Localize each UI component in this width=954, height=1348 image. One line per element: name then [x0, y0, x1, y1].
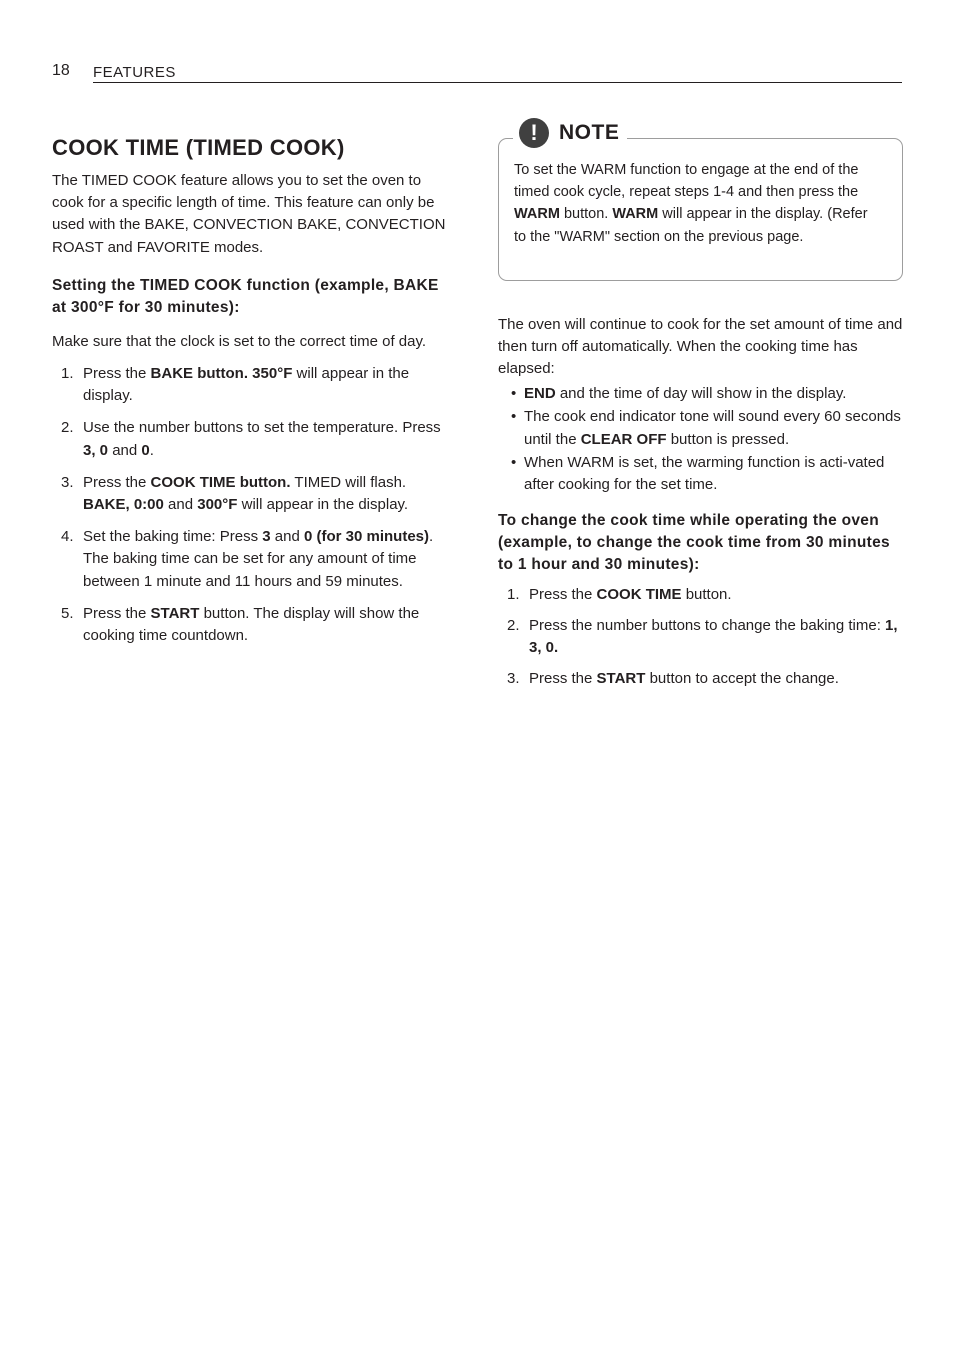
step-number: 1.: [507, 585, 520, 603]
page-number: 18: [52, 62, 70, 79]
page-header: [52, 60, 902, 84]
page-title: COOK TIME (TIMED COOK): [52, 135, 345, 160]
step-number: 5.: [61, 604, 74, 622]
section-label: FEATURES: [93, 64, 176, 81]
list-item: • END and the time of day will show in the display.: [498, 383, 903, 405]
intro-paragraph: The TIMED COOK feature allows you to set the oven to cook for a specific length of time. This feature can only be used with the BAKE, CONVECTION BAKE, CONVECTION ROAST and FAVORITE modes.: [52, 172, 446, 256]
right-column: [498, 115, 903, 699]
elapsed-bullets: [498, 383, 903, 497]
step-number: 2.: [61, 419, 74, 437]
list-item: 1. Press the BAKE button. 350°F will appear in the display.: [61, 365, 410, 405]
step-number: 1.: [61, 365, 74, 383]
left-column: [52, 134, 454, 657]
bullet-icon: •: [511, 454, 517, 472]
timed-cook-steps: [52, 363, 454, 647]
step-number: 3.: [61, 473, 74, 491]
step-number: 4.: [61, 528, 74, 546]
list-item: 4. Set the baking time: Press 3 and 0 (for 30 minutes). The baking time can be set for any amount of time between 1 minute and 11 hours and 59 minutes.: [61, 528, 434, 590]
bullet-icon: •: [511, 408, 517, 426]
list-item: 3. Press the COOK TIME button. TIMED will flash. BAKE, 0:00 and 300°F will appear in the display.: [61, 473, 409, 514]
change-time-steps: [498, 584, 903, 691]
change-subheading: To change the cook time while operating the oven (example, to change the cook time from 30 minutes to 1 hour and 30 minutes):: [498, 511, 890, 573]
header-divider: [93, 82, 902, 83]
note-text: To set the WARM function to engage at the end of the timed cook cycle, repeat steps 1-4 and then press the WARM button. WARM will appear in the display. (Refer to the "WARM" section on the previous page.: [514, 162, 868, 245]
continue-paragraph: The oven will continue to cook for the set amount of time and then turn off automatically. When the cooking time has elapsed:: [498, 316, 903, 378]
exclamation-icon: !: [519, 118, 549, 148]
note-title: NOTE: [559, 121, 620, 144]
list-item: • The cook end indicator tone will sound every 60 seconds until the CLEAR OFF button is pressed.: [511, 408, 901, 448]
list-item: 3. Press the START button to accept the change.: [498, 668, 903, 690]
list-item: • When WARM is set, the warming function is acti-vated after cooking for the set time.: [511, 454, 885, 494]
bullet-icon: •: [511, 384, 517, 402]
list-item: 5. Press the START button. The display will show the cooking time countdown.: [61, 604, 420, 645]
list-item: 1. Press the COOK TIME button.: [498, 584, 903, 606]
setting-subheading: Setting the TIMED COOK function (example, BAKE at 300°F for 30 minutes):: [52, 276, 439, 316]
note-header: [513, 118, 627, 148]
note-box: [498, 120, 903, 281]
list-item: 2. Use the number buttons to set the temperature. Press 3, 0 and 0.: [61, 419, 441, 459]
clock-instruction: Make sure that the clock is set to the correct time of day.: [52, 332, 427, 350]
step-number: 3.: [507, 670, 520, 688]
step-number: 2.: [507, 616, 520, 634]
list-item: 2. Press the number buttons to change the baking time: 1, 3, 0.: [507, 616, 898, 657]
